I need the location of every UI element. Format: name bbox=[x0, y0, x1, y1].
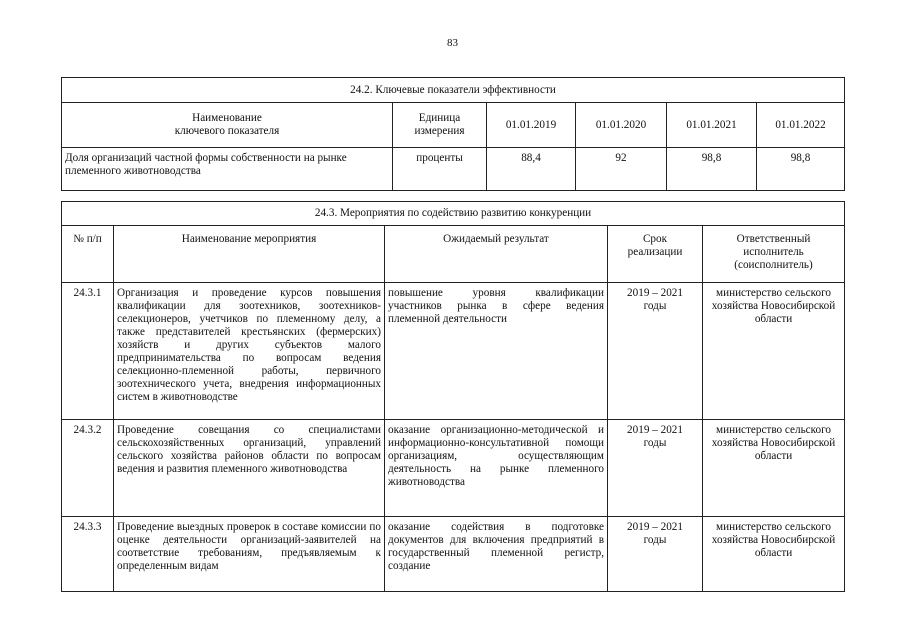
kpi-row-value-2019: 88,4 bbox=[487, 148, 576, 191]
measures-table-caption: 24.3. Мероприятия по содействию развитию конкуренции bbox=[62, 202, 845, 226]
measure-term: 2019 – 2021 годы bbox=[608, 420, 703, 517]
measure-term: 2019 – 2021 годы bbox=[608, 283, 703, 420]
table-row bbox=[62, 283, 845, 420]
kpi-header-2020: 01.01.2020 bbox=[576, 103, 667, 148]
kpi-row-name: Доля организаций частной формы собственности на рынке племенного животноводства bbox=[62, 148, 393, 191]
kpi-table-caption: 24.2. Ключевые показатели эффективности bbox=[62, 78, 845, 103]
kpi-header-row bbox=[62, 103, 845, 148]
measure-result: оказание организационно-методической и информационно-консультативной помощи организациям, осуществляющим деятельность на рынке племенного животноводства bbox=[385, 420, 608, 517]
table-row bbox=[62, 420, 845, 517]
measure-term: 2019 – 2021 годы bbox=[608, 517, 703, 592]
kpi-table bbox=[61, 77, 845, 191]
measures-header-row bbox=[62, 226, 845, 283]
measure-responsible: министерство сельского хозяйства Новосибирской области bbox=[703, 517, 845, 592]
measure-name: Организация и проведение курсов повышения квалификации для зоотехников, зоотехников-селекционеров, учетчиков по племенному делу, а также представителей крестьянских (фермерских) хозяйств и других субъектов малого предпринимательства по вопросам ведения селекционно-племенной работы, первичного зоотехнического учета, внедрения информационных систем в животноводстве bbox=[114, 283, 385, 420]
measure-num: 24.3.2 bbox=[62, 420, 114, 517]
measure-num: 24.3.1 bbox=[62, 283, 114, 420]
measures-header-result: Ожидаемый результат bbox=[385, 226, 608, 283]
measure-responsible: министерство сельского хозяйства Новосибирской области bbox=[703, 283, 845, 420]
measures-header-responsible: Ответственный исполнитель (соисполнитель) bbox=[703, 226, 845, 283]
measure-result: оказание содействия в подготовке документов для включения предприятий в государственный племенной регистр, создание bbox=[385, 517, 608, 592]
measure-name: Проведение совещания со специалистами сельскохозяйственных организаций, управлений сельского хозяйства районов области по вопросам ведения и развития племенного животноводства bbox=[114, 420, 385, 517]
measure-num: 24.3.3 bbox=[62, 517, 114, 592]
kpi-header-2022: 01.01.2022 bbox=[757, 103, 845, 148]
measures-header-num: № п/п bbox=[62, 226, 114, 283]
kpi-row-value-2021: 98,8 bbox=[667, 148, 757, 191]
measures-table bbox=[61, 201, 845, 592]
kpi-header-name: Наименование ключевого показателя bbox=[62, 103, 393, 148]
measure-result: повышение уровня квалификации участников рынка в сфере ведения племенной деятельности bbox=[385, 283, 608, 420]
table-row bbox=[62, 517, 845, 592]
kpi-row-unit: проценты bbox=[393, 148, 487, 191]
kpi-row-value-2020: 92 bbox=[576, 148, 667, 191]
measure-responsible: министерство сельского хозяйства Новосибирской области bbox=[703, 420, 845, 517]
kpi-row-value-2022: 98,8 bbox=[757, 148, 845, 191]
measures-header-term: Срок реализации bbox=[608, 226, 703, 283]
kpi-row bbox=[62, 148, 845, 191]
kpi-header-2021: 01.01.2021 bbox=[667, 103, 757, 148]
measures-header-name: Наименование мероприятия bbox=[114, 226, 385, 283]
kpi-header-unit: Единица измерения bbox=[393, 103, 487, 148]
measure-name: Проведение выездных проверок в составе комиссии по оценке деятельности организаций-заявителей на соответствие требованиям, предъявляемым к определенным видам bbox=[114, 517, 385, 592]
page-number: 83 bbox=[447, 37, 458, 49]
kpi-header-2019: 01.01.2019 bbox=[487, 103, 576, 148]
